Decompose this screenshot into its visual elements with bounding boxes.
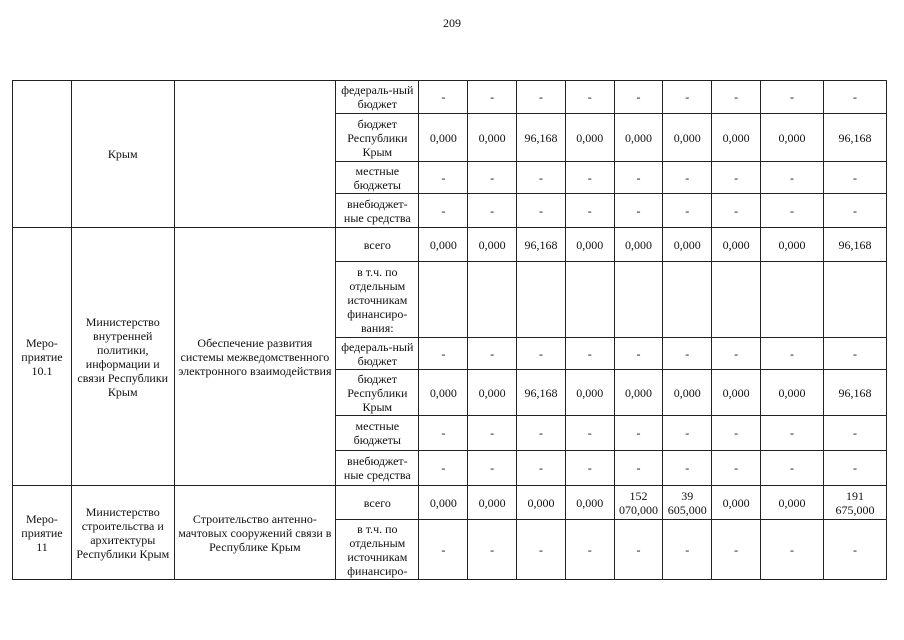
value-cell: - (712, 194, 761, 228)
value-cell: 0,000 (712, 486, 761, 520)
value-cell: 0,000 (663, 228, 712, 262)
value-cell: - (419, 338, 468, 370)
measure-cell: Меро-приятие 11 (13, 486, 72, 580)
value-cell: 0,000 (565, 486, 614, 520)
value-cell: 0,000 (712, 370, 761, 416)
value-cell (712, 262, 761, 338)
value-cell: - (663, 81, 712, 114)
value-cell: 0,000 (419, 114, 468, 162)
source-cell: всего (336, 228, 419, 262)
value-cell: - (565, 416, 614, 451)
value-cell: 0,000 (663, 370, 712, 416)
value-cell: - (712, 416, 761, 451)
value-cell (614, 262, 663, 338)
value-cell: 0,000 (614, 228, 663, 262)
value-cell: - (517, 451, 566, 486)
value-cell: - (419, 162, 468, 194)
value-cell: - (760, 194, 823, 228)
value-cell: 0,000 (468, 114, 517, 162)
value-cell: - (823, 194, 886, 228)
value-cell: 0,000 (614, 370, 663, 416)
value-cell: - (565, 81, 614, 114)
activity-cell: Обеспечение развития системы межведомственного электронного взаимодействия (174, 228, 336, 486)
value-cell: 96,168 (823, 370, 886, 416)
value-cell: - (614, 162, 663, 194)
value-cell: - (614, 520, 663, 580)
value-cell: - (823, 416, 886, 451)
value-cell: 0,000 (712, 228, 761, 262)
source-cell: бюджет Республики Крым (336, 114, 419, 162)
org-cell: Министерство внутренней политики, информации и связи Республики Крым (71, 228, 174, 486)
value-cell: 0,000 (663, 114, 712, 162)
value-cell: - (468, 162, 517, 194)
value-cell: - (760, 451, 823, 486)
value-cell: - (760, 81, 823, 114)
value-cell: - (823, 162, 886, 194)
value-cell (663, 262, 712, 338)
source-cell: в т.ч. по отдельным источникам финансиро- (336, 520, 419, 580)
value-cell: 96,168 (517, 228, 566, 262)
value-cell: - (823, 81, 886, 114)
org-cell: Министерство строительства и архитектуры Республики Крым (71, 486, 174, 580)
source-cell: местные бюджеты (336, 162, 419, 194)
value-cell: - (760, 416, 823, 451)
value-cell: - (565, 451, 614, 486)
value-cell: - (663, 416, 712, 451)
value-cell: 152 070,000 (614, 486, 663, 520)
value-cell: - (614, 338, 663, 370)
value-cell: - (712, 338, 761, 370)
value-cell: 0,000 (565, 228, 614, 262)
value-cell: - (760, 338, 823, 370)
value-cell (517, 262, 566, 338)
value-cell: - (760, 162, 823, 194)
measure-cell: Меро-приятие 10.1 (13, 228, 72, 486)
value-cell: - (517, 416, 566, 451)
value-cell: - (419, 81, 468, 114)
value-cell (565, 262, 614, 338)
value-cell: - (517, 338, 566, 370)
value-cell: - (712, 162, 761, 194)
value-cell: - (823, 520, 886, 580)
value-cell: - (468, 416, 517, 451)
value-cell: - (565, 194, 614, 228)
value-cell: 96,168 (823, 228, 886, 262)
value-cell: - (419, 520, 468, 580)
value-cell: - (419, 416, 468, 451)
value-cell: - (663, 194, 712, 228)
value-cell: - (517, 162, 566, 194)
value-cell: - (712, 81, 761, 114)
value-cell: - (760, 520, 823, 580)
value-cell: 0,000 (419, 370, 468, 416)
source-cell: федераль-ный бюджет (336, 338, 419, 370)
value-cell: - (468, 81, 517, 114)
value-cell: - (565, 338, 614, 370)
value-cell: - (614, 194, 663, 228)
budget-table (12, 80, 887, 580)
source-cell: всего (336, 486, 419, 520)
value-cell: - (517, 520, 566, 580)
source-cell: бюджет Республики Крым (336, 370, 419, 416)
value-cell: 0,000 (614, 114, 663, 162)
value-cell: 191 675,000 (823, 486, 886, 520)
value-cell: 0,000 (760, 228, 823, 262)
value-cell (419, 262, 468, 338)
value-cell: 0,000 (565, 114, 614, 162)
value-cell: - (468, 451, 517, 486)
value-cell: - (614, 81, 663, 114)
org-cell: Крым (71, 81, 174, 228)
value-cell: 0,000 (760, 486, 823, 520)
measure-cell (13, 81, 72, 228)
value-cell: 0,000 (468, 486, 517, 520)
table-row (13, 81, 887, 114)
source-cell: внебюджет-ные средства (336, 194, 419, 228)
value-cell: 39 605,000 (663, 486, 712, 520)
value-cell (760, 262, 823, 338)
value-cell: 96,168 (517, 114, 566, 162)
source-cell: федераль-ный бюджет (336, 81, 419, 114)
value-cell: - (419, 451, 468, 486)
value-cell (468, 262, 517, 338)
value-cell: - (823, 451, 886, 486)
value-cell (823, 262, 886, 338)
value-cell: - (663, 162, 712, 194)
value-cell: - (663, 338, 712, 370)
value-cell: - (663, 520, 712, 580)
source-cell: местные бюджеты (336, 416, 419, 451)
value-cell: - (663, 451, 712, 486)
table-row (13, 228, 887, 262)
value-cell: 0,000 (419, 486, 468, 520)
table-row (13, 486, 887, 520)
value-cell: 0,000 (760, 370, 823, 416)
value-cell: 0,000 (760, 114, 823, 162)
value-cell: - (712, 451, 761, 486)
value-cell: - (565, 520, 614, 580)
value-cell: - (614, 451, 663, 486)
value-cell: 0,000 (468, 228, 517, 262)
value-cell: - (614, 416, 663, 451)
source-cell: в т.ч. по отдельным источникам финансиро-вания: (336, 262, 419, 338)
value-cell: - (517, 81, 566, 114)
value-cell: - (823, 338, 886, 370)
value-cell: 96,168 (823, 114, 886, 162)
value-cell: 0,000 (468, 370, 517, 416)
value-cell: 0,000 (517, 486, 566, 520)
source-cell: внебюджет-ные средства (336, 451, 419, 486)
activity-cell (174, 81, 336, 228)
value-cell: - (712, 520, 761, 580)
value-cell: - (468, 338, 517, 370)
value-cell: - (468, 194, 517, 228)
value-cell: - (517, 194, 566, 228)
value-cell: 0,000 (419, 228, 468, 262)
value-cell: 0,000 (712, 114, 761, 162)
value-cell: - (468, 520, 517, 580)
value-cell: - (565, 162, 614, 194)
value-cell: 0,000 (565, 370, 614, 416)
activity-cell: Строительство антенно-мачтовых сооружений связи в Республике Крым (174, 486, 336, 580)
value-cell: - (419, 194, 468, 228)
page-number: 209 (443, 16, 461, 30)
value-cell: 96,168 (517, 370, 566, 416)
